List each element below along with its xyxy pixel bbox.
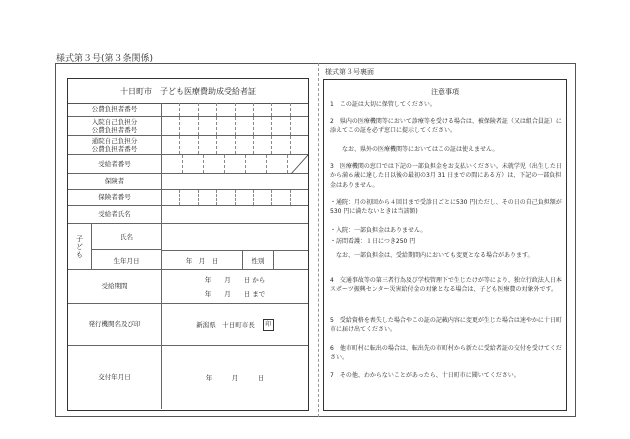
row-period bbox=[68, 270, 308, 304]
label-outpatient-line1: 通院自己負担分 bbox=[91, 136, 138, 145]
label-child: 子ども bbox=[68, 224, 92, 269]
label-issuer: 発行機関名及び印 bbox=[68, 304, 162, 345]
label-inpatient-line2: 公費負担者番号 bbox=[91, 126, 138, 134]
digit-cells bbox=[162, 117, 308, 135]
row-outpatient-payer bbox=[68, 136, 308, 155]
row-recipient-name bbox=[68, 206, 308, 224]
note-3-outpatient: ・通院：月の初回から４回目まで受診日ごとに530 円(ただし、その日の自己負担額が530 円に満たないときは当該額) bbox=[330, 199, 562, 216]
label-child-name: 氏名 bbox=[92, 224, 162, 250]
note-5: 5 受給資格を喪失した場合やこの証の記載内容に変更が生じた場合は速やかに十日町市に届け出てください。 bbox=[330, 317, 562, 334]
back-label: 様式第３号裏面 bbox=[325, 68, 374, 76]
digit-cells bbox=[162, 155, 308, 173]
note-1: 1 この証は大切に保管してください。 bbox=[330, 101, 436, 108]
label-period: 受給期間 bbox=[68, 270, 162, 303]
issuer-name: 新潟県 十日町市長 bbox=[196, 321, 255, 329]
row-insured bbox=[68, 174, 308, 190]
notes-title: 注意事項 bbox=[431, 88, 459, 96]
issuer-value bbox=[162, 304, 308, 345]
note-2: 2 県内の医療機関等において診療等を受ける場合は、被保険者証（又は組合員証）に添えてこの証を必ず窓口に提示してください。 bbox=[330, 118, 562, 135]
digit-cells bbox=[162, 136, 308, 154]
label-insurer-no: 保険者番号 bbox=[68, 190, 162, 205]
row-recipient-no bbox=[68, 155, 308, 174]
fold-line bbox=[318, 63, 319, 417]
label-outpatient-line2: 公費負担者番号 bbox=[91, 145, 138, 153]
issue-date-value: 年 月 日 bbox=[205, 374, 265, 382]
form-heading: 様式第３号(第３条関係) bbox=[56, 54, 154, 64]
period-to: 年 月 日 まで bbox=[204, 290, 266, 298]
recipient-certificate-front bbox=[67, 78, 309, 411]
row-public-payer bbox=[68, 103, 308, 117]
note-7: 7 その他、わからないことがあったら、十日町市に聞いてください。 bbox=[330, 372, 520, 379]
row-issue-date bbox=[68, 346, 308, 409]
certificate-back bbox=[323, 79, 567, 411]
digit-cells bbox=[162, 103, 308, 116]
row-issuer bbox=[68, 304, 308, 346]
label-inpatient-payer bbox=[68, 117, 162, 135]
label-birthdate: 生年月日 bbox=[92, 250, 162, 270]
note-3-inpatient: ・入院：一部負担金はありません。 bbox=[330, 227, 427, 234]
seal-box: 印 bbox=[263, 319, 274, 331]
period-from: 年 月 日 から bbox=[204, 276, 266, 284]
note-3-visiting-nurse: ・訪問看護：１日につき250 円 bbox=[330, 238, 416, 245]
label-inpatient-line1: 入院自己負担分 bbox=[91, 117, 138, 126]
note-6: 6 他市町村に転出の場合は、転出先の市町村から新たに受給者証の交付を受けてください。 bbox=[330, 345, 562, 362]
label-recipient-no: 受給者番号 bbox=[68, 155, 162, 173]
birthdate-value: 年 月 日 bbox=[185, 256, 219, 265]
certificate-title: 十日町市 子ども医療費助成受給者証 bbox=[68, 79, 308, 104]
label-issue-date: 交付年月日 bbox=[68, 346, 162, 409]
row-insurer-no bbox=[68, 190, 308, 206]
row-inpatient-payer bbox=[68, 117, 308, 136]
label-insured: 保険者 bbox=[68, 174, 162, 189]
label-recipient-name: 受給者氏名 bbox=[68, 206, 162, 223]
note-3: 3 医療機関の窓口では下記の一部負担金をお支払いください。未就学児（出生した日から満６歳に達した日以後の最初の3月 31 日までの間にある方）は、下記の一部負担金はありません。 bbox=[330, 163, 562, 189]
label-outpatient-payer bbox=[68, 136, 162, 154]
note-2-sub: なお、県外の医療機関等においてはこの証は使えません。 bbox=[330, 146, 499, 153]
label-public-payer: 公費負担者番号 bbox=[68, 103, 162, 116]
label-sex: 性別 bbox=[242, 250, 274, 270]
note-4: 4 交通事故等の第三者行為及び学校管理下で生じたけが等により、独立行政法人日本スポーツ振興センター災害給付金の対象となる場合は、子ども医療費の対象外です。 bbox=[330, 277, 562, 294]
note-3-sub: なお、一部負担金は、受給期間内においても変更となる場合があります。 bbox=[330, 252, 534, 259]
child-block bbox=[68, 224, 308, 270]
diagonal-strike bbox=[291, 155, 308, 174]
digit-cells bbox=[162, 190, 308, 205]
